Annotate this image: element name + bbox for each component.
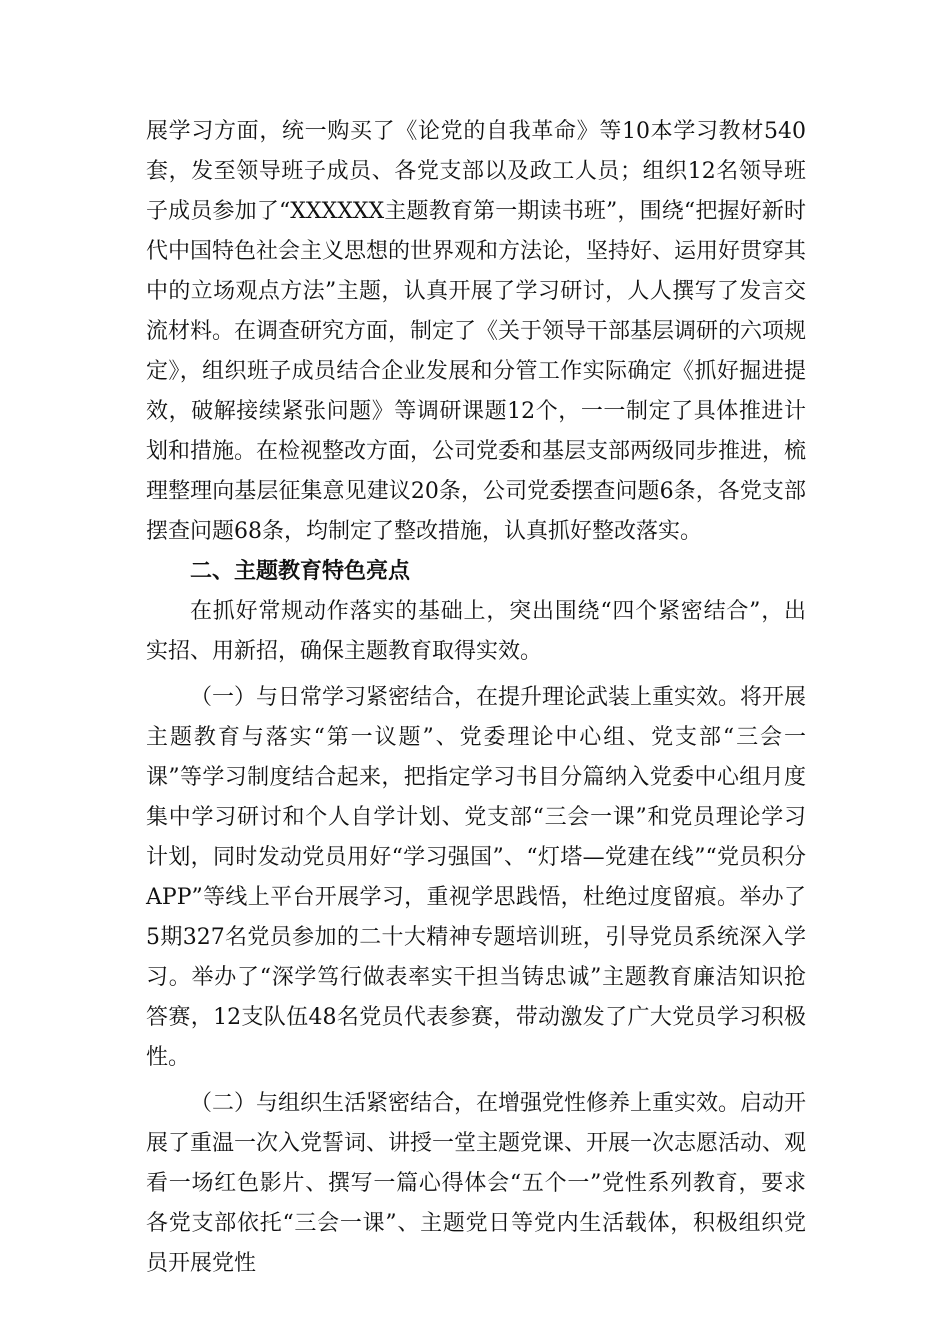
- subsection-paragraph-2: （二）与组织生活紧密结合，在增强党性修养上重实效。启动开展了重温一次入党誓词、讲授一堂主题党课、开展一次志愿活动、观看一场红色影片、撰写一篇心得体会“五个一”党性系列教育，要求各党支部依托“三会一课”、主题党日等党内生活载体，积极组织党员开展党性: [146, 1091, 807, 1276]
- subsection-paragraph-1: （一）与日常学习紧密结合，在提升理论武装上重实效。将开展主题教育与落实“第一议题”、党委理论中心组、党支部“三会一课”等学习制度结合起来，把指定学习书目分篇纳入党委中心组月度集中学习研讨和个人自学计划、党支部“三会一课”和党员理论学习计划，同时发动党员用好“学习强国”、“灯塔—党建在线”“党员积分APP”等线上平台开展学习，重视学思践悟，杜绝过度留痕。举办了5期327名党员参加的二十大精神专题培训班，引导党员系统深入学习。举办了“深学笃行做表率实干担当铸忠诚”主题教育廉洁知识抢答赛，12支队伍48名党员代表参赛，带动激发了广大党员学习积极性。: [146, 685, 807, 1070]
- body-paragraph-1: 展学习方面，统一购买了《论党的自我革命》等10本学习教材540套，发至领导班子成员、各党支部以及政工人员；组织12名领导班子成员参加了“XXXXXX主题教育第一期读书班”，围绕“把握好新时代中国特色社会主义思想的世界观和方法论，坚持好、运用好贯穿其中的立场观点方法”主题，认真开展了学习研讨，人人撰写了发言交流材料。在调查研究方面，制定了《关于领导干部基层调研的六项规定》，组织班子成员结合企业发展和分管工作实际确定《抓好掘进提效，破解接续紧张问题》等调研课题12个，一一制定了具体推进计划和措施。在检视整改方面，公司党委和基层支部两级同步推进，梳理整理向基层征集意见建议20条，公司党委摆查问题6条，各党支部摆查问题68条，均制定了整改措施，认真抓好整改落实。: [146, 119, 807, 544]
- body-paragraph-2: 在抓好常规动作落实的基础上，突出围绕“四个紧密结合”，出实招、用新招，确保主题教育取得实效。: [146, 599, 806, 664]
- document-body: [146, 112, 806, 1284]
- section-heading-2: 二、主题教育特色亮点: [190, 559, 411, 584]
